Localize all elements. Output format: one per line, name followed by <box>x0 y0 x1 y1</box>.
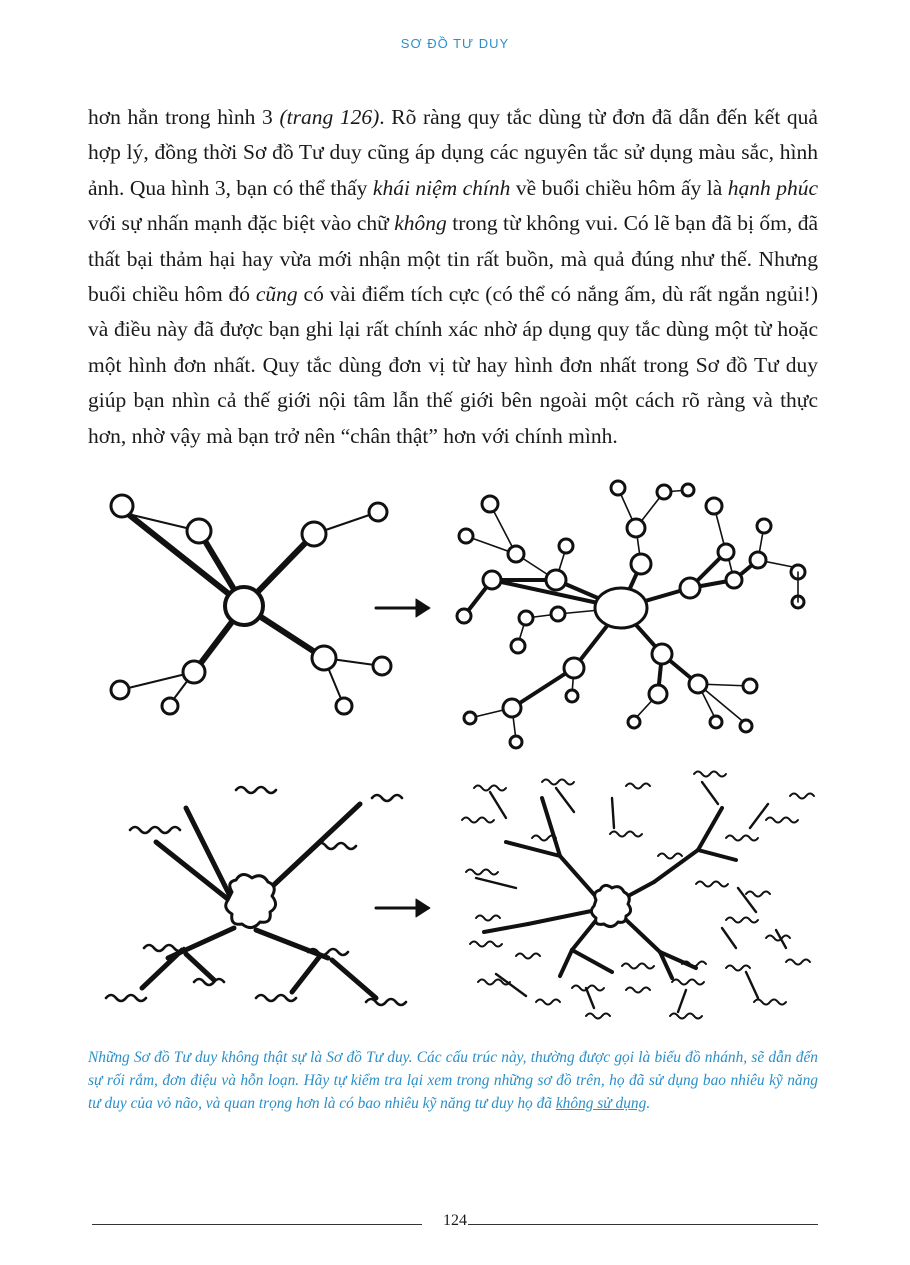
body-text-italic: hạnh phúc <box>727 175 819 200</box>
caption-text: . <box>646 1095 651 1112</box>
caption-text: Những Sơ đồ Tư duy không thật sự là Sơ đồ Tư duy. Các cấu trúc này, thường được gọi là biểu đồ nhánh, sẽ dẫn đến sự rối rắm, đơn điệu và hỗn loạn. Hãy tự kiểm tra lại xem trong những sơ đồ trên, họ đã sử dụng bao nhiêu kỹ năng tư duy của vỏ não, và quan trọng hơn là có bao nhiêu kỹ năng tư duy họ đã <box>88 1049 818 1112</box>
body-text-italic: khái niệm chính <box>372 175 511 200</box>
right-arrow-icon <box>376 899 430 917</box>
complex-word-diagram <box>462 772 814 1019</box>
body-text-run: với sự nhấn mạnh đặc biệt vào chữ <box>88 211 395 236</box>
running-head: SƠ ĐỒ TƯ DUY <box>400 36 510 51</box>
mind-map-figure <box>86 468 826 1038</box>
body-text-run: trong từ không vui. Có lẽ bạn đã bị ốm, đã thất bại thảm hại hay vừa mới nhận một tin rất buồn, mà quả đúng như thế. Nhưng buổi chiều hôm đó <box>88 211 818 307</box>
body-text-run: có vài điểm tích cực (có thể có nắng ấm, dù rất ngắn ngủi!) và điều này đã được bạn ghi lại rất chính xác nhờ áp dụng quy tắc dùng một từ hoặc một hình đơn nhất. Quy tắc dùng đơn vị từ hay hình đơn nhất trong Sơ đồ Tư duy giúp bạn nhìn cả thế giới nội tâm lẫn thế giới bên ngoài một cách rõ ràng và thực hơn, nhờ vậy mà bạn trở nên “chân thật” hơn với chính mình. <box>88 282 818 448</box>
footer-rule-left <box>92 1224 422 1225</box>
complex-node-diagram <box>457 481 805 748</box>
right-arrow-icon <box>376 599 430 617</box>
footer-rule-right <box>468 1224 818 1225</box>
body-paragraph <box>88 100 818 454</box>
simple-node-diagram <box>111 495 391 714</box>
page-footer <box>92 1212 818 1232</box>
body-text-run: . Rõ ràng quy tắc dùng từ đơn đã dẫn đến kết quả hợp lý, đồng thời Sơ đồ Tư duy cũng áp dụng các nguyên tắc sử dụng màu sắc, hình ảnh. Qua hình 3, bạn có thể thấy <box>88 105 818 200</box>
body-text-italic: (trang 126) <box>279 105 380 129</box>
page-number: 124 <box>443 1212 467 1229</box>
body-text-run: hơn hẳn trong hình 3 <box>88 105 280 129</box>
caption-underlined-text: không sử dụng <box>555 1095 647 1112</box>
body-text-italic: cũng <box>255 282 298 307</box>
figure-caption <box>88 1046 818 1115</box>
body-text-run: về buổi chiều hôm ấy là <box>510 175 728 200</box>
simple-word-diagram <box>106 787 406 1005</box>
body-text-italic: không <box>394 211 447 236</box>
